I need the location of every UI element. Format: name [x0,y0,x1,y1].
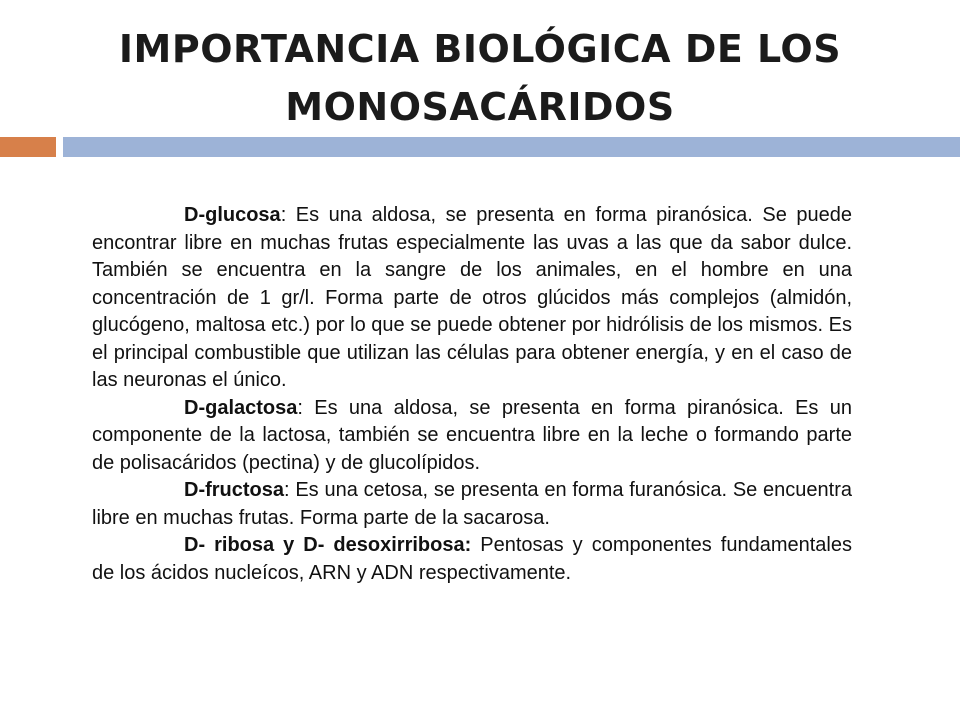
accent-bar-orange [0,137,56,157]
text-fructosa: : Es una cetosa, se presenta en forma furanósica. Se encuentra libre en muchas frutas. Forma parte de la sacarosa. [92,479,852,529]
paragraph-galactosa [92,395,852,478]
text-galactosa: : Es una aldosa, se presenta en forma piranósica. Es un componente de la lactosa, también se encuentra libre en la leche o formando parte de polisacáridos (pectina) y de glucolípidos. [92,396,852,474]
text-ribosa: Pentosas y componentes fundamentales de los ácidos nucleícos, ARN y ADN respectivamente. [92,534,852,584]
text-glucosa: : Es una aldosa, se presenta en forma piranósica. Se puede encontrar libre en muchas frutas especialmente las uvas a las que da sabor dulce. También se encuentra en la sangre de los animales, en el hombre en una concentración de 1 gr/l. Forma parte de otros glúcidos más complejos (almidón, glucógeno, maltosa etc.) por lo que se puede obtener por hidrólisis de los mismos. Es el principal combustible que utilizan las células para obtener energía, y en el caso de las neuronas el único. [92,204,852,391]
accent-bar-blue [63,137,960,157]
term-glucosa: D-glucosa [184,204,281,226]
slide-title [60,20,900,136]
term-fructosa: D-fructosa [184,479,285,501]
paragraph-ribosa [92,532,852,587]
title-line-1: IMPORTANCIA BIOLÓGICA DE LOS [118,27,842,71]
term-galactosa: D-galactosa [184,396,298,419]
paragraph-glucosa [92,202,852,395]
term-ribosa: D- ribosa y D- desoxirribosa: [184,534,472,556]
content-body [92,202,852,587]
title-line-2: MONOSACÁRIDOS [285,85,675,129]
paragraph-fructosa [92,477,852,532]
